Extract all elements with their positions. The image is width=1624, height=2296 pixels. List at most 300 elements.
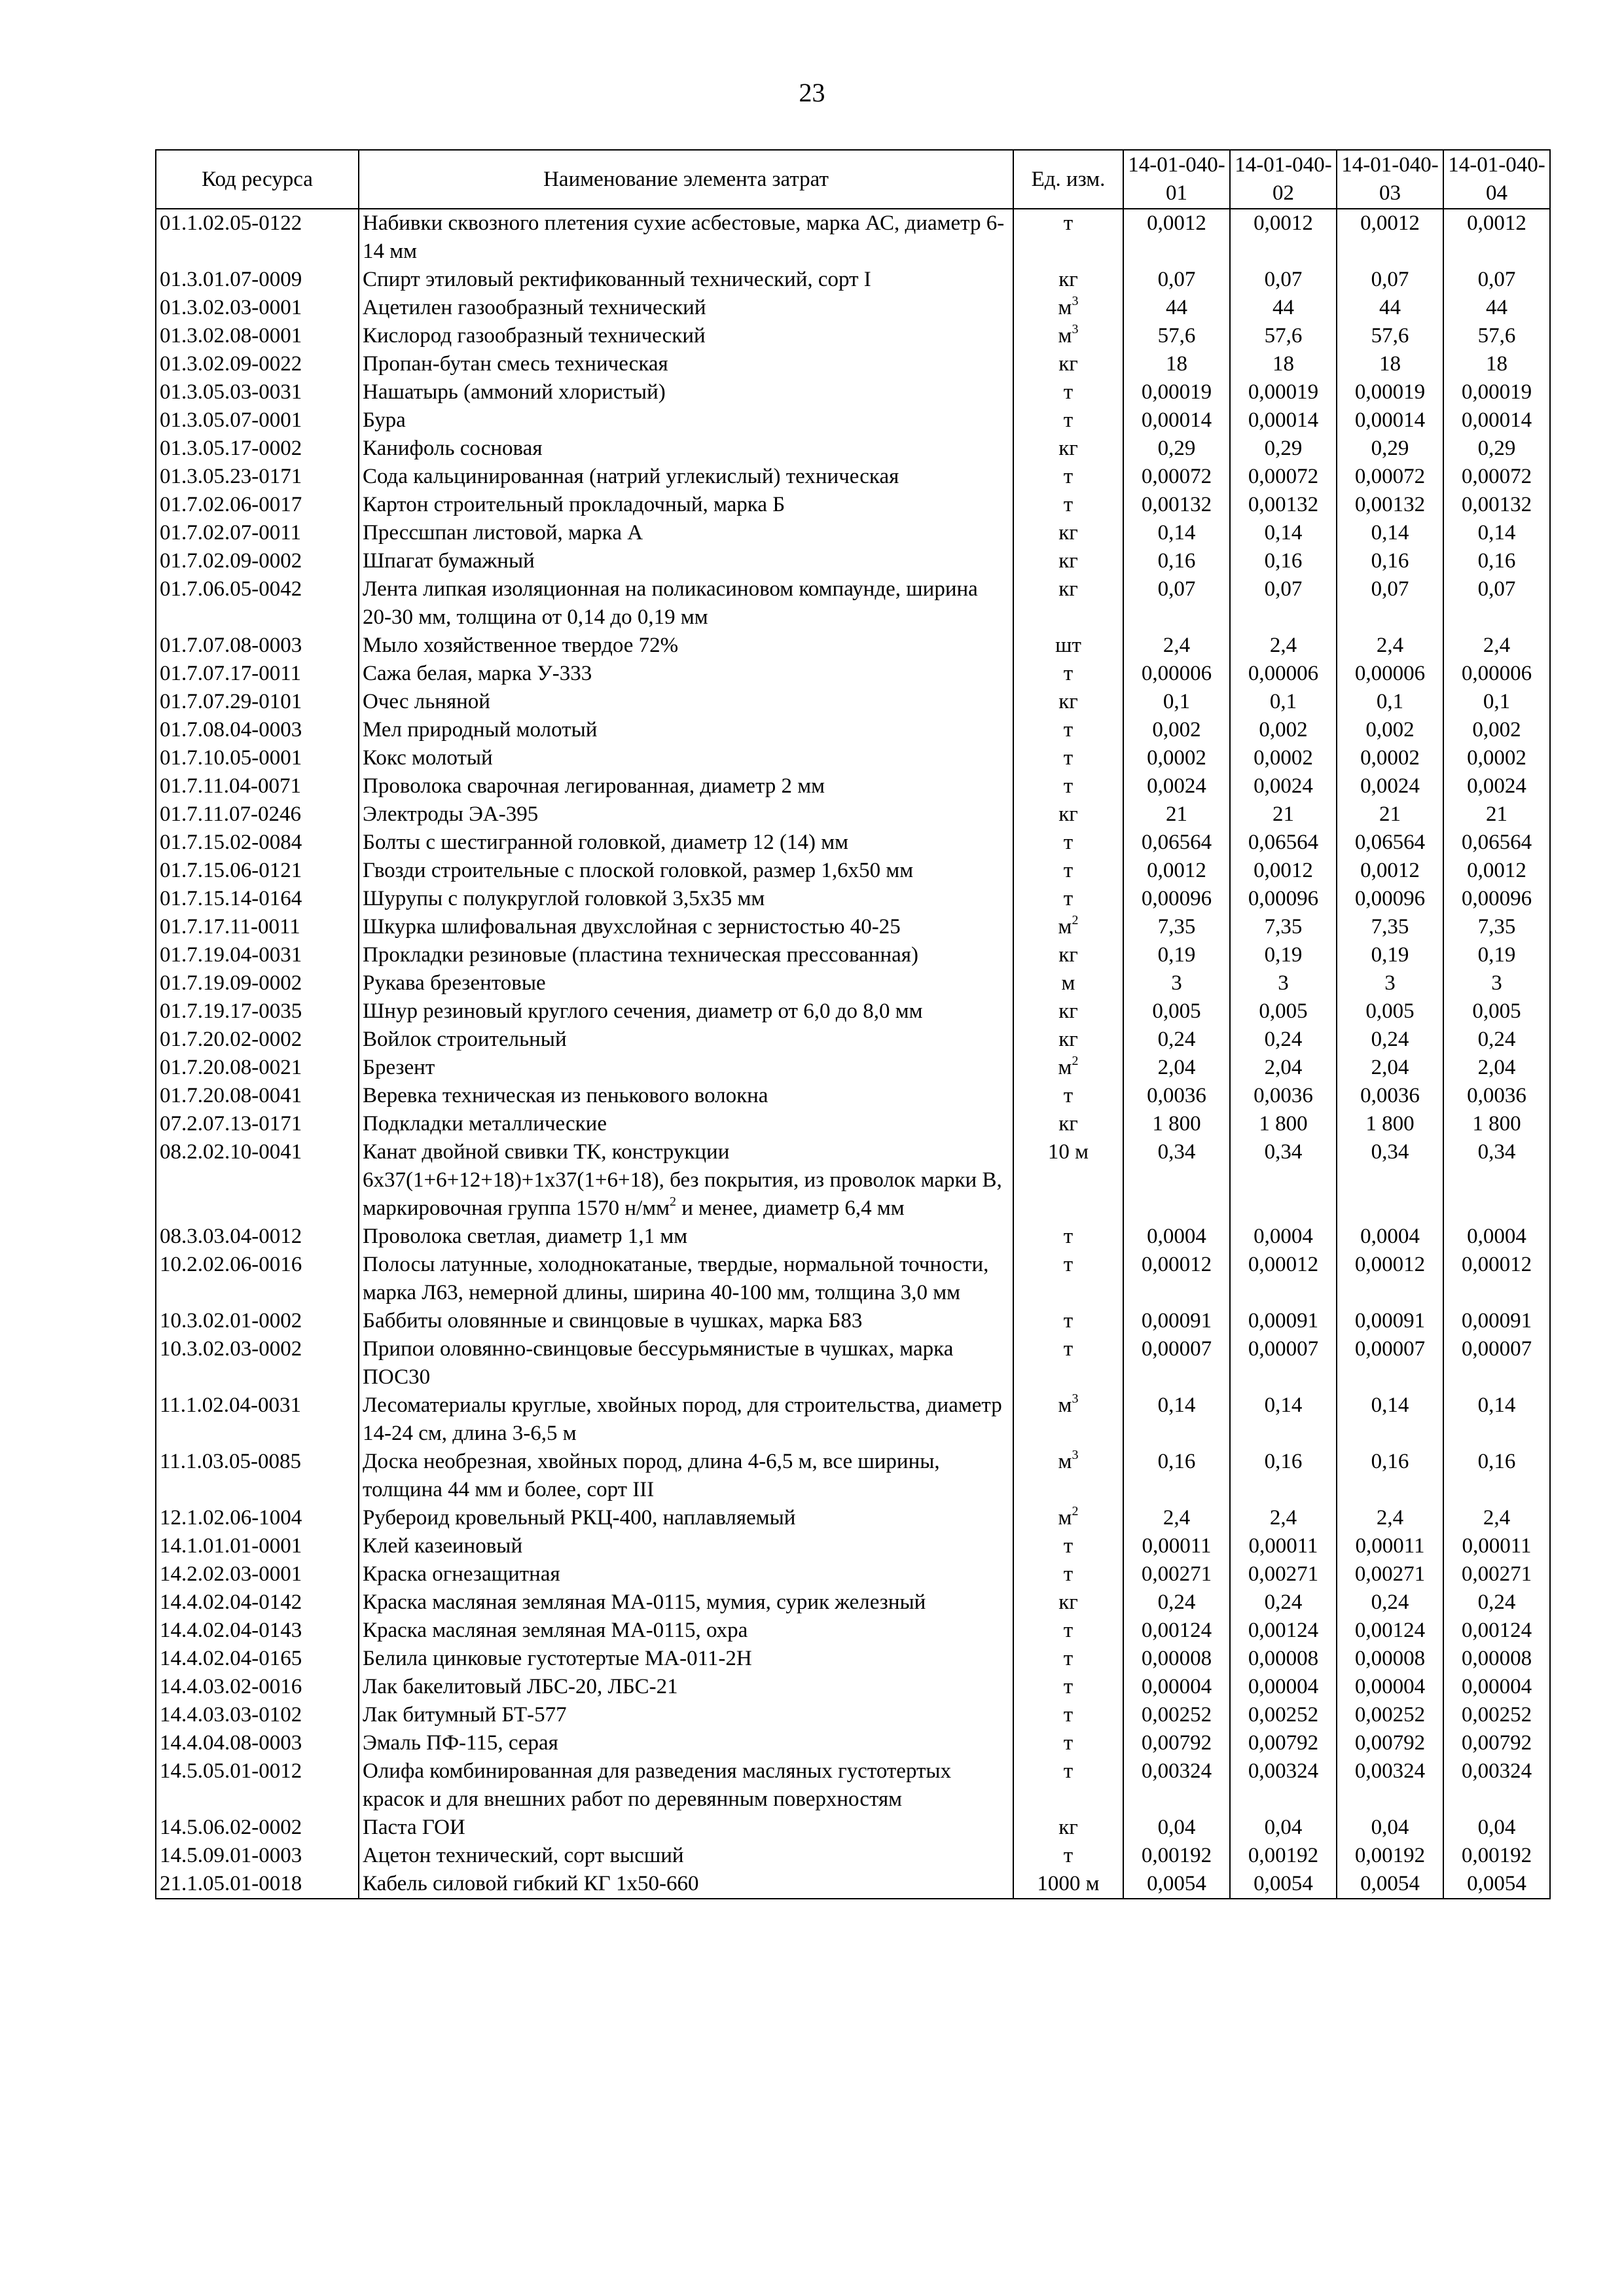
value-col-3: 2,4	[1337, 1504, 1443, 1532]
value-col-2: 0,0054	[1230, 1870, 1337, 1899]
cost-element-name	[359, 575, 1013, 632]
value-col-2: 0,00132	[1230, 491, 1337, 519]
unit-of-measure	[1013, 1054, 1123, 1082]
value-col-1: 0,00072	[1123, 463, 1230, 491]
table-row	[156, 209, 1550, 266]
value-col-4: 0,00792	[1443, 1729, 1550, 1757]
cost-element-name	[359, 1110, 1013, 1138]
unit-of-measure	[1013, 688, 1123, 716]
value-col-1: 0,00014	[1123, 406, 1230, 435]
name-text: Канифоль сосновая	[363, 437, 543, 460]
value-col-1: 0,06564	[1123, 829, 1230, 857]
value-col-3: 0,34	[1337, 1138, 1443, 1223]
value-col-3: 0,00096	[1337, 885, 1443, 913]
unit-text: т	[1063, 1844, 1074, 1867]
unit-of-measure	[1013, 1391, 1123, 1448]
value-col-3: 1 800	[1337, 1110, 1443, 1138]
value-col-1: 0,00006	[1123, 660, 1230, 688]
resource-code: 01.7.15.06-0121	[156, 857, 359, 885]
resource-code: 14.5.05.01-0012	[156, 1757, 359, 1814]
value-col-2: 0,24	[1230, 1026, 1337, 1054]
name-text: Шнур резиновый круглого сечения, диаметр от 6,0 до 8,0 мм	[363, 999, 923, 1023]
value-col-1: 2,4	[1123, 1504, 1230, 1532]
value-col-1: 0,00011	[1123, 1532, 1230, 1560]
unit-text: кг	[1058, 437, 1078, 460]
cost-element-name	[359, 322, 1013, 350]
unit-text: кг	[1058, 577, 1078, 601]
unit-of-measure	[1013, 378, 1123, 406]
value-col-2: 0,00006	[1230, 660, 1337, 688]
unit-of-measure	[1013, 800, 1123, 829]
cost-element-name	[359, 294, 1013, 322]
unit-superscript: 2	[1072, 913, 1079, 927]
unit-of-measure	[1013, 772, 1123, 800]
value-col-1: 2,4	[1123, 632, 1230, 660]
unit-of-measure	[1013, 997, 1123, 1026]
resource-code: 14.2.02.03-0001	[156, 1560, 359, 1588]
name-superscript: 2	[670, 1194, 676, 1209]
table-header	[156, 150, 1550, 209]
value-col-4: 0,06564	[1443, 829, 1550, 857]
unit-text: 1000 м	[1037, 1872, 1100, 1895]
unit-of-measure	[1013, 941, 1123, 969]
table-row	[156, 1223, 1550, 1251]
resource-code: 01.7.06.05-0042	[156, 575, 359, 632]
value-col-4: 0,00271	[1443, 1560, 1550, 1588]
unit-text: м	[1058, 296, 1072, 319]
resource-code: 01.7.11.07-0246	[156, 800, 359, 829]
value-col-4: 0,14	[1443, 519, 1550, 547]
cost-element-name	[359, 716, 1013, 744]
unit-of-measure	[1013, 1645, 1123, 1673]
value-col-3: 0,00192	[1337, 1842, 1443, 1870]
name-text: Баббиты оловянные и свинцовые в чушках, марка Б83	[363, 1309, 863, 1333]
unit-text: т	[1063, 1562, 1074, 1586]
value-col-1: 0,16	[1123, 1448, 1230, 1504]
value-col-4: 0,005	[1443, 997, 1550, 1026]
value-col-2: 0,00324	[1230, 1757, 1337, 1814]
cost-element-name	[359, 660, 1013, 688]
value-col-1: 0,0024	[1123, 772, 1230, 800]
unit-text: т	[1063, 1337, 1074, 1361]
value-col-3: 0,16	[1337, 547, 1443, 575]
cost-element-name	[359, 1026, 1013, 1054]
unit-of-measure	[1013, 1223, 1123, 1251]
value-col-4: 0,14	[1443, 1391, 1550, 1448]
value-col-2: 0,0002	[1230, 744, 1337, 772]
resource-code: 07.2.07.13-0171	[156, 1110, 359, 1138]
name-text: Эмаль ПФ-115, серая	[363, 1731, 558, 1755]
value-col-4: 0,0012	[1443, 857, 1550, 885]
value-col-3: 0,06564	[1337, 829, 1443, 857]
unit-text: т	[1063, 1309, 1074, 1333]
value-col-3: 0,14	[1337, 1391, 1443, 1448]
value-col-4: 0,0002	[1443, 744, 1550, 772]
value-col-4: 0,00014	[1443, 406, 1550, 435]
unit-of-measure	[1013, 435, 1123, 463]
cost-element-name	[359, 885, 1013, 913]
cost-element-name	[359, 1729, 1013, 1757]
value-col-1: 18	[1123, 350, 1230, 378]
unit-text: т	[1063, 1253, 1074, 1276]
unit-text: т	[1063, 380, 1074, 404]
value-col-1: 2,04	[1123, 1054, 1230, 1082]
table-row	[156, 1110, 1550, 1138]
unit-text: т	[1063, 408, 1074, 432]
name-text: Рубероид кровельный РКЦ-400, наплавляемый	[363, 1506, 796, 1530]
resource-code: 14.5.06.02-0002	[156, 1814, 359, 1842]
unit-of-measure	[1013, 1110, 1123, 1138]
value-col-2: 2,4	[1230, 632, 1337, 660]
unit-text: кг	[1058, 549, 1078, 573]
value-col-1: 0,002	[1123, 716, 1230, 744]
unit-of-measure	[1013, 1870, 1123, 1899]
unit-of-measure	[1013, 1138, 1123, 1223]
cost-element-name	[359, 1645, 1013, 1673]
resource-code: 01.7.17.11-0011	[156, 913, 359, 941]
cost-element-name	[359, 632, 1013, 660]
value-col-1: 0,14	[1123, 1391, 1230, 1448]
table-row	[156, 1391, 1550, 1448]
name-text: Подкладки металлические	[363, 1112, 607, 1136]
resource-code: 21.1.05.01-0018	[156, 1870, 359, 1899]
name-text: Веревка техническая из пенькового волокна	[363, 1084, 768, 1107]
unit-of-measure	[1013, 969, 1123, 997]
resource-code: 14.4.03.02-0016	[156, 1673, 359, 1701]
table-row	[156, 1673, 1550, 1701]
cost-element-name	[359, 1082, 1013, 1110]
cost-element-name	[359, 406, 1013, 435]
table-row	[156, 632, 1550, 660]
header-col-4: 14-01-040-04	[1443, 150, 1550, 209]
table-row	[156, 322, 1550, 350]
unit-of-measure	[1013, 350, 1123, 378]
header-name: Наименование элемента затрат	[359, 150, 1013, 209]
page-number: 23	[799, 78, 825, 107]
unit-of-measure	[1013, 1814, 1123, 1842]
value-col-4: 0,00124	[1443, 1617, 1550, 1645]
cost-element-name	[359, 1223, 1013, 1251]
value-col-1: 0,0012	[1123, 857, 1230, 885]
value-col-2: 0,00019	[1230, 378, 1337, 406]
value-col-2: 0,00007	[1230, 1335, 1337, 1391]
unit-text: кг	[1058, 943, 1078, 967]
name-text: Припои оловянно-свинцовые бессурьмянистые в чушках, марка ПОС30	[363, 1337, 954, 1389]
value-col-1: 0,14	[1123, 519, 1230, 547]
cost-element-name	[359, 1054, 1013, 1082]
value-col-4: 0,04	[1443, 1814, 1550, 1842]
unit-of-measure	[1013, 913, 1123, 941]
table-row	[156, 1617, 1550, 1645]
value-col-4: 18	[1443, 350, 1550, 378]
value-col-4: 0,24	[1443, 1588, 1550, 1617]
resource-code: 01.3.01.07-0009	[156, 266, 359, 294]
value-col-4: 0,0054	[1443, 1870, 1550, 1899]
cost-element-name	[359, 829, 1013, 857]
value-col-3: 0,24	[1337, 1026, 1443, 1054]
value-col-3: 0,0012	[1337, 857, 1443, 885]
resource-code: 12.1.02.06-1004	[156, 1504, 359, 1532]
name-text: Набивки сквозного плетения сухие асбестовые, марка АС, диаметр 6-14 мм	[363, 211, 1005, 263]
value-col-3: 0,00008	[1337, 1645, 1443, 1673]
table-row	[156, 1026, 1550, 1054]
resource-code: 01.7.20.08-0021	[156, 1054, 359, 1082]
unit-of-measure	[1013, 1560, 1123, 1588]
cost-element-name	[359, 435, 1013, 463]
cost-element-name	[359, 547, 1013, 575]
value-col-1: 0,0012	[1123, 209, 1230, 266]
value-col-3: 0,00007	[1337, 1335, 1443, 1391]
value-col-1: 0,00008	[1123, 1645, 1230, 1673]
cost-element-name	[359, 378, 1013, 406]
unit-of-measure	[1013, 575, 1123, 632]
value-col-4: 0,00019	[1443, 378, 1550, 406]
unit-text: т	[1063, 1619, 1074, 1642]
resource-code: 10.3.02.03-0002	[156, 1335, 359, 1391]
value-col-3: 0,005	[1337, 997, 1443, 1026]
value-col-2: 0,00271	[1230, 1560, 1337, 1588]
value-col-1: 0,00004	[1123, 1673, 1230, 1701]
unit-of-measure	[1013, 885, 1123, 913]
value-col-3: 0,00124	[1337, 1617, 1443, 1645]
value-col-4: 0,002	[1443, 716, 1550, 744]
resource-code: 01.7.02.09-0002	[156, 547, 359, 575]
unit-of-measure	[1013, 322, 1123, 350]
value-col-2: 0,00091	[1230, 1307, 1337, 1335]
value-col-4: 0,00011	[1443, 1532, 1550, 1560]
value-col-4: 0,0012	[1443, 209, 1550, 266]
unit-text: т	[1063, 465, 1074, 488]
value-col-1: 0,16	[1123, 547, 1230, 575]
value-col-4: 1 800	[1443, 1110, 1550, 1138]
value-col-1: 0,0036	[1123, 1082, 1230, 1110]
table-row	[156, 1307, 1550, 1335]
unit-of-measure	[1013, 1307, 1123, 1335]
cost-element-name	[359, 1391, 1013, 1448]
value-col-3: 0,00006	[1337, 660, 1443, 688]
value-col-4: 0,1	[1443, 688, 1550, 716]
value-col-2: 0,07	[1230, 575, 1337, 632]
value-col-4: 0,34	[1443, 1138, 1550, 1223]
value-col-2: 0,14	[1230, 519, 1337, 547]
name-text: Шурупы с полукруглой головкой 3,5х35 мм	[363, 887, 765, 910]
header-code: Код ресурса	[156, 150, 359, 209]
value-col-3: 0,0036	[1337, 1082, 1443, 1110]
table-row	[156, 997, 1550, 1026]
value-col-1: 0,00324	[1123, 1757, 1230, 1814]
cost-element-name	[359, 997, 1013, 1026]
value-col-4: 0,07	[1443, 266, 1550, 294]
name-text-continued: и менее, диаметр 6,4 мм	[676, 1196, 905, 1220]
unit-text: 10 м	[1047, 1140, 1089, 1164]
value-col-4: 0,16	[1443, 547, 1550, 575]
value-col-1: 1 800	[1123, 1110, 1230, 1138]
value-col-2: 0,00252	[1230, 1701, 1337, 1729]
value-col-3: 0,00012	[1337, 1251, 1443, 1307]
table-row	[156, 1757, 1550, 1814]
unit-of-measure	[1013, 829, 1123, 857]
value-col-4: 0,0024	[1443, 772, 1550, 800]
value-col-4: 0,00008	[1443, 1645, 1550, 1673]
value-col-2: 0,00792	[1230, 1729, 1337, 1757]
resource-code: 01.7.15.14-0164	[156, 885, 359, 913]
table-row	[156, 1448, 1550, 1504]
unit-of-measure	[1013, 1082, 1123, 1110]
value-col-2: 0,0012	[1230, 857, 1337, 885]
value-col-3: 0,00252	[1337, 1701, 1443, 1729]
resource-code: 08.2.02.10-0041	[156, 1138, 359, 1223]
cost-element-name	[359, 1448, 1013, 1504]
cost-element-name	[359, 1757, 1013, 1814]
cost-element-name	[359, 463, 1013, 491]
table-row	[156, 1560, 1550, 1588]
cost-element-name	[359, 1504, 1013, 1532]
cost-element-name	[359, 1335, 1013, 1391]
name-text: Очес льняной	[363, 690, 490, 713]
name-text: Олифа комбинированная для разведения масляных густотертых красок и для внешних работ по деревянным поверхностям	[363, 1759, 952, 1811]
resource-code: 01.7.11.04-0071	[156, 772, 359, 800]
name-text: Прессшпан листовой, марка А	[363, 521, 643, 545]
table-row	[156, 885, 1550, 913]
unit-text: м	[1058, 1450, 1072, 1473]
value-col-1: 0,00792	[1123, 1729, 1230, 1757]
value-col-3: 0,002	[1337, 716, 1443, 744]
unit-text: м	[1058, 915, 1072, 939]
value-col-2: 2,04	[1230, 1054, 1337, 1082]
unit-of-measure	[1013, 463, 1123, 491]
value-col-1: 0,0004	[1123, 1223, 1230, 1251]
resource-code: 01.7.19.17-0035	[156, 997, 359, 1026]
value-col-1: 0,07	[1123, 266, 1230, 294]
resource-code: 11.1.03.05-0085	[156, 1448, 359, 1504]
name-text: Доска необрезная, хвойных пород, длина 4-6,5 м, все ширины, толщина 44 мм и более, сорт III	[363, 1450, 940, 1501]
cost-element-name	[359, 1138, 1013, 1223]
name-text: Спирт этиловый ректификованный технический, сорт I	[363, 268, 871, 291]
value-col-3: 0,00072	[1337, 463, 1443, 491]
name-text: Шкурка шлифовальная двухслойная с зернистостью 40-25	[363, 915, 901, 939]
table-row	[156, 829, 1550, 857]
name-text: Ацетон технический, сорт высший	[363, 1844, 684, 1867]
unit-of-measure	[1013, 1757, 1123, 1814]
table-row	[156, 660, 1550, 688]
value-col-1: 0,34	[1123, 1138, 1230, 1223]
unit-of-measure	[1013, 1729, 1123, 1757]
value-col-4: 0,00006	[1443, 660, 1550, 688]
value-col-2: 0,16	[1230, 1448, 1337, 1504]
value-col-2: 0,0024	[1230, 772, 1337, 800]
resource-code: 10.2.02.06-0016	[156, 1251, 359, 1307]
name-text: Полосы латунные, холоднокатаные, твердые, нормальной точности, марка Л63, немерной длины, ширина 40-100 мм, толщина 3,0 мм	[363, 1253, 989, 1304]
table-row	[156, 575, 1550, 632]
resource-code: 01.7.10.05-0001	[156, 744, 359, 772]
value-col-1: 21	[1123, 800, 1230, 829]
unit-text: т	[1063, 746, 1074, 770]
value-col-3: 2,4	[1337, 632, 1443, 660]
cost-element-name	[359, 857, 1013, 885]
unit-of-measure	[1013, 491, 1123, 519]
unit-superscript: 3	[1072, 322, 1079, 336]
table-row	[156, 378, 1550, 406]
value-col-4: 0,00007	[1443, 1335, 1550, 1391]
value-col-4: 0,19	[1443, 941, 1550, 969]
unit-of-measure	[1013, 1701, 1123, 1729]
unit-of-measure	[1013, 1026, 1123, 1054]
unit-of-measure	[1013, 1251, 1123, 1307]
cost-element-name	[359, 1617, 1013, 1645]
value-col-1: 7,35	[1123, 913, 1230, 941]
table-row	[156, 1138, 1550, 1223]
value-col-2: 0,1	[1230, 688, 1337, 716]
value-col-4: 0,24	[1443, 1026, 1550, 1054]
name-text: Лента липкая изоляционная на поликасиновом компаунде, ширина 20-30 мм, толщина от 0,14 до 0,19 мм	[363, 577, 978, 629]
table-row	[156, 688, 1550, 716]
unit-text: кг	[1058, 999, 1078, 1023]
value-col-2: 0,00124	[1230, 1617, 1337, 1645]
resource-code: 01.3.05.03-0031	[156, 378, 359, 406]
name-text: Рукава брезентовые	[363, 971, 546, 995]
unit-of-measure	[1013, 406, 1123, 435]
value-col-3: 0,00019	[1337, 378, 1443, 406]
unit-text: м	[1058, 1056, 1072, 1079]
unit-text: т	[1063, 662, 1074, 685]
value-col-4: 2,4	[1443, 1504, 1550, 1532]
unit-text: кг	[1058, 690, 1078, 713]
value-col-4: 3	[1443, 969, 1550, 997]
name-text: Мыло хозяйственное твердое 72%	[363, 634, 679, 657]
name-text: Лак битумный БТ-577	[363, 1703, 567, 1727]
unit-text: шт	[1055, 634, 1081, 657]
value-col-1: 44	[1123, 294, 1230, 322]
table-row	[156, 1082, 1550, 1110]
resource-code: 14.4.02.04-0142	[156, 1588, 359, 1617]
value-col-4: 0,00324	[1443, 1757, 1550, 1814]
header-unit: Ед. изм.	[1013, 150, 1123, 209]
unit-of-measure	[1013, 744, 1123, 772]
value-col-3: 18	[1337, 350, 1443, 378]
unit-text: м	[1061, 971, 1075, 995]
unit-of-measure	[1013, 1617, 1123, 1645]
name-text: Лак бакелитовый ЛБС-20, ЛБС-21	[363, 1675, 678, 1698]
value-col-3: 7,35	[1337, 913, 1443, 941]
value-col-3: 0,00004	[1337, 1673, 1443, 1701]
cost-element-name	[359, 1560, 1013, 1588]
resource-code: 01.7.07.17-0011	[156, 660, 359, 688]
table-row	[156, 435, 1550, 463]
value-col-2: 0,00014	[1230, 406, 1337, 435]
resource-code: 14.4.04.08-0003	[156, 1729, 359, 1757]
cost-element-name	[359, 1814, 1013, 1842]
cost-element-name	[359, 519, 1013, 547]
resource-code: 01.3.05.07-0001	[156, 406, 359, 435]
value-col-3: 0,19	[1337, 941, 1443, 969]
resource-code: 11.1.02.04-0031	[156, 1391, 359, 1448]
unit-text: т	[1063, 1759, 1074, 1783]
resource-code: 01.1.02.05-0122	[156, 209, 359, 266]
cost-element-name	[359, 1701, 1013, 1729]
value-col-1: 0,00192	[1123, 1842, 1230, 1870]
table-row	[156, 1729, 1550, 1757]
header-col-3: 14-01-040-03	[1337, 150, 1443, 209]
name-text: Кабель силовой гибкий КГ 1х50-660	[363, 1872, 699, 1895]
unit-of-measure	[1013, 1448, 1123, 1504]
unit-text: т	[1063, 211, 1074, 235]
value-col-3: 3	[1337, 969, 1443, 997]
name-text: Мел природный молотый	[363, 718, 598, 742]
header-col-1: 14-01-040-01	[1123, 150, 1230, 209]
value-col-1: 0,29	[1123, 435, 1230, 463]
value-col-4: 0,00192	[1443, 1842, 1550, 1870]
unit-superscript: 3	[1072, 1448, 1079, 1462]
